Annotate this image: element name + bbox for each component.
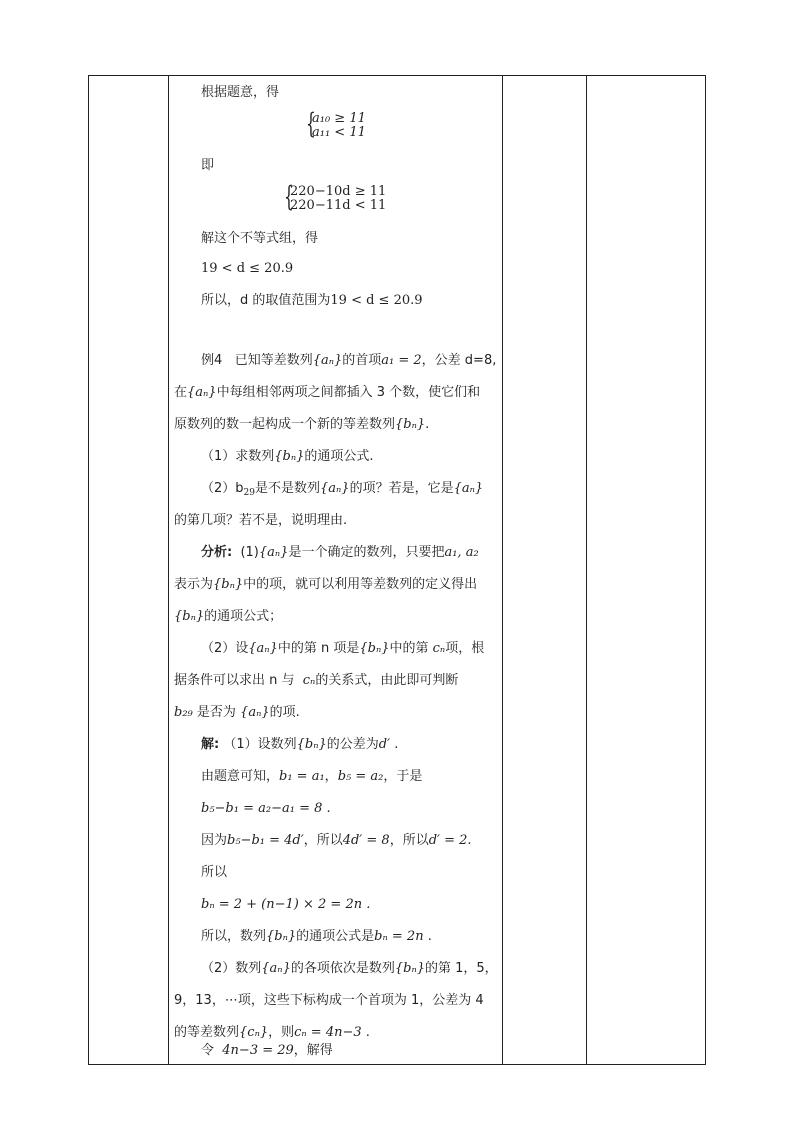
analysis-label: 分析: [201,545,233,560]
math-span: b₅ = a₂ [337,769,384,784]
text-span: ，所以 [389,833,429,848]
math-span: cₙ [302,673,316,688]
text-span: 是一个确定的数列，只要把 [288,545,445,560]
text-span: 中的项，就可以利用等差数列的定义得出 [243,577,478,592]
system-row: a₁₁ < 11 [312,125,366,140]
math-span: b₅−b₁ = 4d′ [227,833,304,848]
analysis-line-2 [174,576,477,594]
analysis-line-6 [174,704,300,722]
solution-line-8 [201,960,498,978]
text-span: 的首项 [342,353,382,368]
text-span: （2）设 [201,641,249,656]
text-span: 在 [174,385,188,400]
system-row: 220−10d ≥ 11 [290,184,387,199]
text-span: （2）b [201,481,244,496]
subscript: 29 [243,488,255,498]
math-span: {aₙ} [312,353,343,368]
math-span: b₁ = a₁ [279,769,325,784]
math-span: 4n−3 = 29 [222,1043,294,1058]
math-span: {aₙ} [453,481,484,496]
text-span: ，则 [268,1025,295,1040]
math-span: {bₙ} [174,609,205,624]
solution-line-2 [201,768,422,786]
question-2-line-1 [201,480,483,502]
text-span: 所以，数列 [201,929,267,944]
system-row: a₁₀ ≥ 11 [312,111,366,126]
text-span: 项，根 [445,641,485,656]
text-span: ，所以 [303,833,343,848]
math-span: cₙ = 4n−3 [294,1025,362,1040]
text-span: （1）设数列 [223,737,297,752]
solution-label: 解: [201,737,220,752]
text-span: 的第 1，5， [425,961,498,976]
lesson-content [168,75,501,1065]
text-span: 的关系式，由此即可判断 [315,673,459,688]
text-span: （2）数列 [201,961,262,976]
solution-line-9: 9，13，⋯项，这些下标构成一个首项为 1，公差为 4 [174,993,484,1008]
solution-line-5: 所以 [201,865,228,880]
example-4-line-1 [201,352,496,370]
math-span: {bₙ} [266,929,297,944]
text-line [201,292,423,310]
math-span: b₂₉ [174,705,193,720]
text-span: ，于是 [383,769,423,784]
solution-line-1: 解: （1）设数列{bₙ}的公差为d′ . [201,737,399,752]
math-span: {bₙ} [274,449,305,464]
text-span: 的项？若是，它是 [349,481,454,496]
math-span: d′ = 2. [428,833,472,848]
text-span: 据条件可以求出 n 与 [174,673,295,688]
math-span: {bₙ} [394,961,425,976]
solution-line-11 [201,1042,333,1060]
text-span: 由题意可知， [201,769,280,784]
text-line: 即 [201,158,215,173]
solution-line-10: 的等差数列{cₙ}，则cₙ = 4n−3 . [174,1025,370,1040]
text-span: 的通项公式. [304,449,374,464]
math-span: {bₙ} [359,641,390,656]
question-1 [201,448,374,466]
math-span: cₙ [432,641,446,656]
math-span: b₅−b₁ = a₂−a₁ = 8 [201,801,323,816]
table-column-divider [502,76,503,1064]
text-span: ，解得 [293,1043,333,1058]
math-span: bₙ = 2 + (n−1) × 2 = 2n [201,897,363,912]
example-4-line-3: 原数列的数一起构成一个新的等差数列{bₙ}. [174,417,430,432]
analysis-line-3 [174,608,282,626]
system-row: 220−11d < 11 [290,198,387,213]
math-span: 19 < d ≤ 20.9 [330,293,423,308]
text-span: 是不是数列 [254,481,320,496]
math-line: 19 < d ≤ 20.9 [201,261,294,276]
math-span: {cₙ} [239,1025,269,1040]
text-span: 中每组相邻两项之间都插入 3 个数，使它们和 [216,385,481,400]
text-span: 令 [201,1043,215,1058]
math-span: d′ [378,737,391,752]
math-span: a₁ = 2 [381,353,422,368]
text-span: 的等差数列 [174,1025,240,1040]
text-span: (1) [240,545,259,560]
math-span: {aₙ} [187,385,217,400]
analysis-line-4 [201,640,484,658]
text-line: 解这个不等式组，得 [201,231,319,246]
math-span: 4d′ = 8 [342,833,390,848]
text-span: 的项. [269,705,300,720]
question-2-line-2: 的第几项？若不是，说明理由. [174,513,348,528]
example-title: 例4 [201,353,223,368]
math-span: a₁, a₂ [444,545,479,560]
math-span: {aₙ} [248,641,278,656]
math-span: bₙ = 2n [374,929,424,944]
math-span: {aₙ} [258,545,289,560]
text-span: 中的第 n 项是 [277,641,360,656]
text-line: 根据题意，得 [201,85,280,100]
text-span: 的通项公式是 [296,929,375,944]
solution-line-4 [201,832,472,850]
example-4-line-2 [174,384,480,402]
solution-line-3: b₅−b₁ = a₂−a₁ = 8 . [201,801,331,816]
text-span: 的各项依次是数列 [290,961,395,976]
math-span: {bₙ} [213,577,244,592]
text-span: ， [324,769,338,784]
text-span: 所以，d 的取值范围为 [201,293,331,308]
text-span: 是否为 [196,705,236,720]
text-span: 因为 [201,833,228,848]
text-span: 的通项公式； [204,609,283,624]
table-column-divider [586,76,587,1064]
solution-line-7: 所以，数列{bₙ}的通项公式是bₙ = 2n . [201,929,432,944]
analysis-line-5 [174,672,458,690]
left-brace: { [284,180,294,213]
text-span: 表示为 [174,577,214,592]
math-span: {bₙ} [296,737,327,752]
solution-line-6: bₙ = 2 + (n−1) × 2 = 2n . [201,897,371,912]
text-span: 的公差为 [326,737,379,752]
text-span: （1）求数列 [201,449,275,464]
math-span: {aₙ} [320,481,350,496]
math-span: {aₙ} [240,705,270,720]
analysis-line-1 [201,544,479,562]
text-span: 已知等差数列 [234,353,313,368]
text-span: 中的第 [389,641,429,656]
text-span: 原数列的数一起构成一个新的等差数列 [174,417,396,432]
left-brace: { [306,107,316,140]
math-span: {aₙ} [261,961,291,976]
text-span: ，公差 d=8, [421,353,497,368]
math-span: {bₙ} [395,417,426,432]
